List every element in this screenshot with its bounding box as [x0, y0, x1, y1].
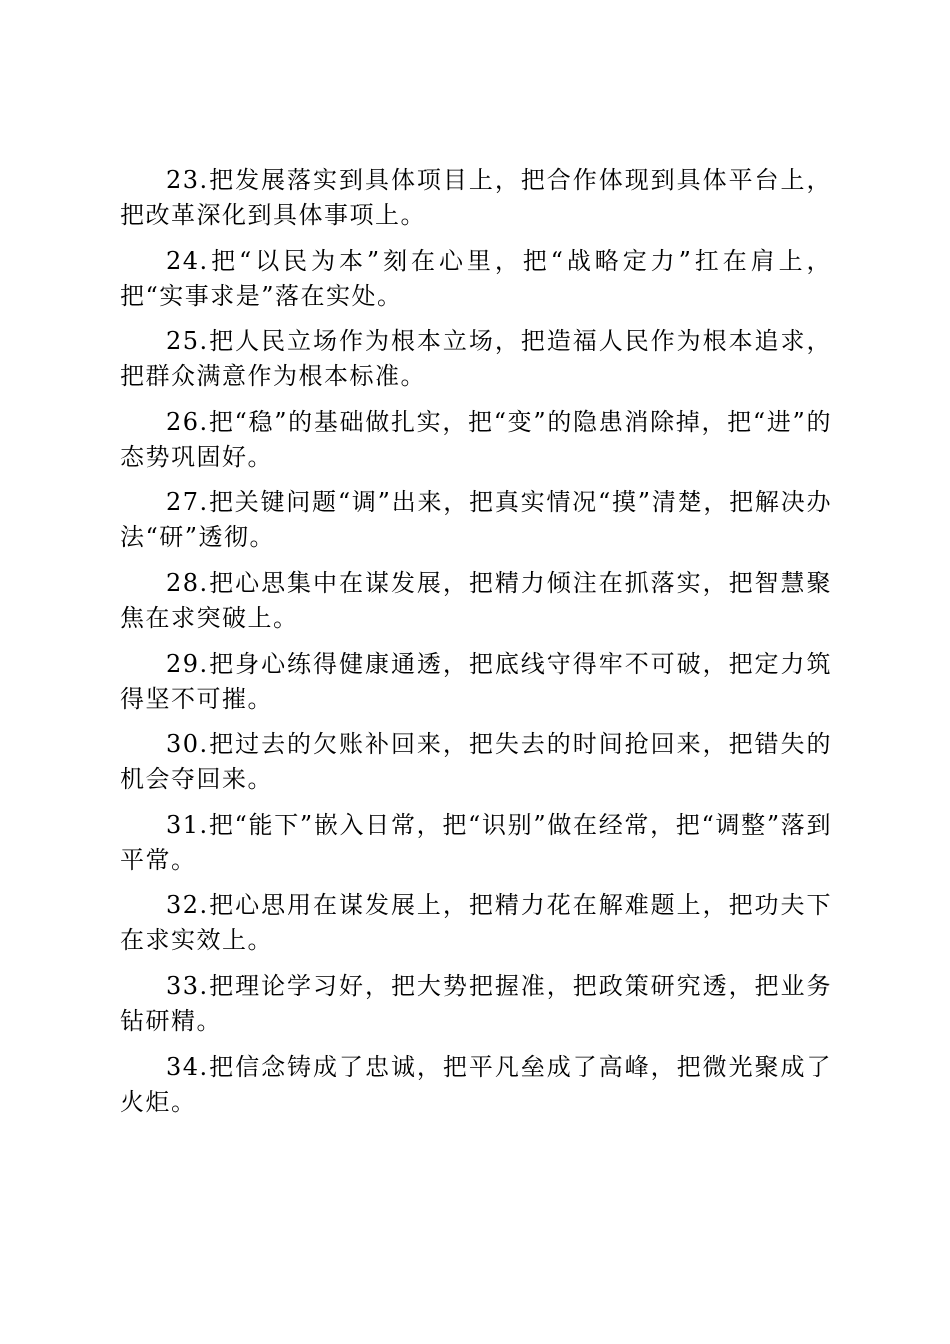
- paragraph-33: 33.把理论学习好，把大势把握准，把政策研究透，把业务钻研精。: [120, 971, 832, 1035]
- paragraph-34: 34.把信念铸成了忠诚，把平凡垒成了高峰，把微光聚成了火炬。: [120, 1052, 832, 1116]
- paragraph-25: 25.把人民立场作为根本立场，把造福人民作为根本追求，把群众满意作为根本标准。: [120, 327, 832, 391]
- paragraph-31: 31.把“能下”嵌入日常，把“识别”做在经常，把“调整”落到平常。: [120, 810, 832, 874]
- paragraph-30: 30.把过去的欠账补回来，把失去的时间抢回来，把错失的机会夺回来。: [120, 730, 832, 794]
- paragraph-23: 23.把发展落实到具体项目上，把合作体现到具体平台上，把改革深化到具体事项上。: [120, 166, 832, 229]
- paragraph-29: 29.把身心练得健康通透，把底线守得牢不可破，把定力筑得坚不可摧。: [120, 649, 832, 713]
- paragraph-27: 27.把关键问题“调”出来，把真实情况“摸”清楚，把解决办法“研”透彻。: [120, 488, 832, 552]
- paragraph-28: 28.把心思集中在谋发展，把精力倾注在抓落实，把智慧聚焦在求突破上。: [120, 568, 832, 632]
- paragraph-26: 26.把“稳”的基础做扎实，把“变”的隐患消除掉，把“进”的态势巩固好。: [120, 407, 832, 471]
- paragraph-32: 32.把心思用在谋发展上，把精力花在解难题上，把功夫下在求实效上。: [120, 891, 832, 955]
- document-body: [120, 163, 832, 1130]
- paragraph-24: 24.把“以民为本”刻在心里，把“战略定力”扛在肩上，把“实事求是”落在实处。: [120, 246, 832, 310]
